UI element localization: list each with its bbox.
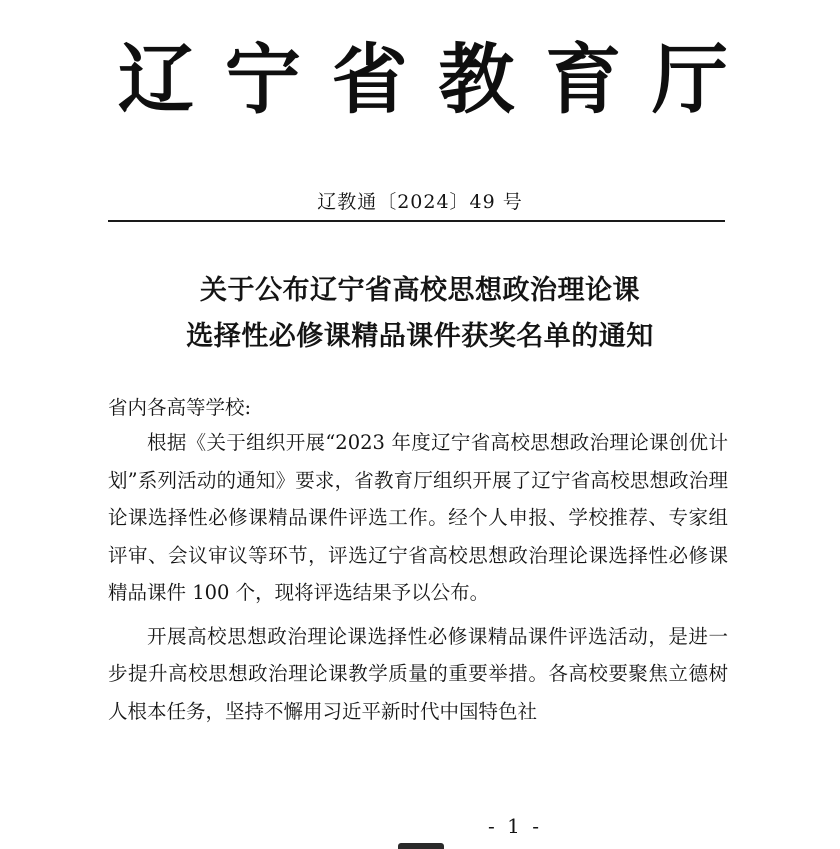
issuer-title	[118, 30, 728, 130]
body-paragraph: 开展高校思想政治理论课选择性必修课精品课件评选活动，是进一步提升高校思想政治理论课教学质量的重要举措。各高校要聚焦立德树人根本任务，坚持不懈用习近平新时代中国特色社	[108, 624, 728, 723]
notice-body	[108, 392, 728, 730]
salutation: 省内各高等学校:	[108, 396, 252, 419]
issuer-char: 厅	[651, 35, 728, 124]
issuer-char: 育	[545, 35, 622, 124]
issuer-char: 辽	[118, 35, 194, 124]
issuer-char: 宁	[224, 35, 301, 124]
notice-title-line-2: 选择性必修课精品课件获奖名单的通知	[186, 321, 654, 352]
document-number: 辽教通〔2024〕49 号	[317, 191, 523, 213]
issuer-char: 省	[331, 35, 408, 124]
issuer-char: 教	[438, 35, 515, 124]
binding-mark	[398, 843, 444, 849]
notice-title-line-1: 关于公布辽宁省高校思想政治理论课	[200, 275, 640, 306]
header-divider	[108, 220, 725, 222]
page-number: - 1 -	[488, 814, 542, 838]
body-paragraph: 根据《关于组织开展“2023 年度辽宁省高校思想政治理论课创优计划”系列活动的通知》要求，省教育厅组织开展了辽宁省高校思想政治理论课选择性必修课精品课件评选工作。经个人申报、学校推荐、专家组评审、会议审议等环节，评选辽宁省高校思想政治理论课选择性必修课精品课件 100 个，现将评选结果予以公布。	[108, 431, 728, 604]
